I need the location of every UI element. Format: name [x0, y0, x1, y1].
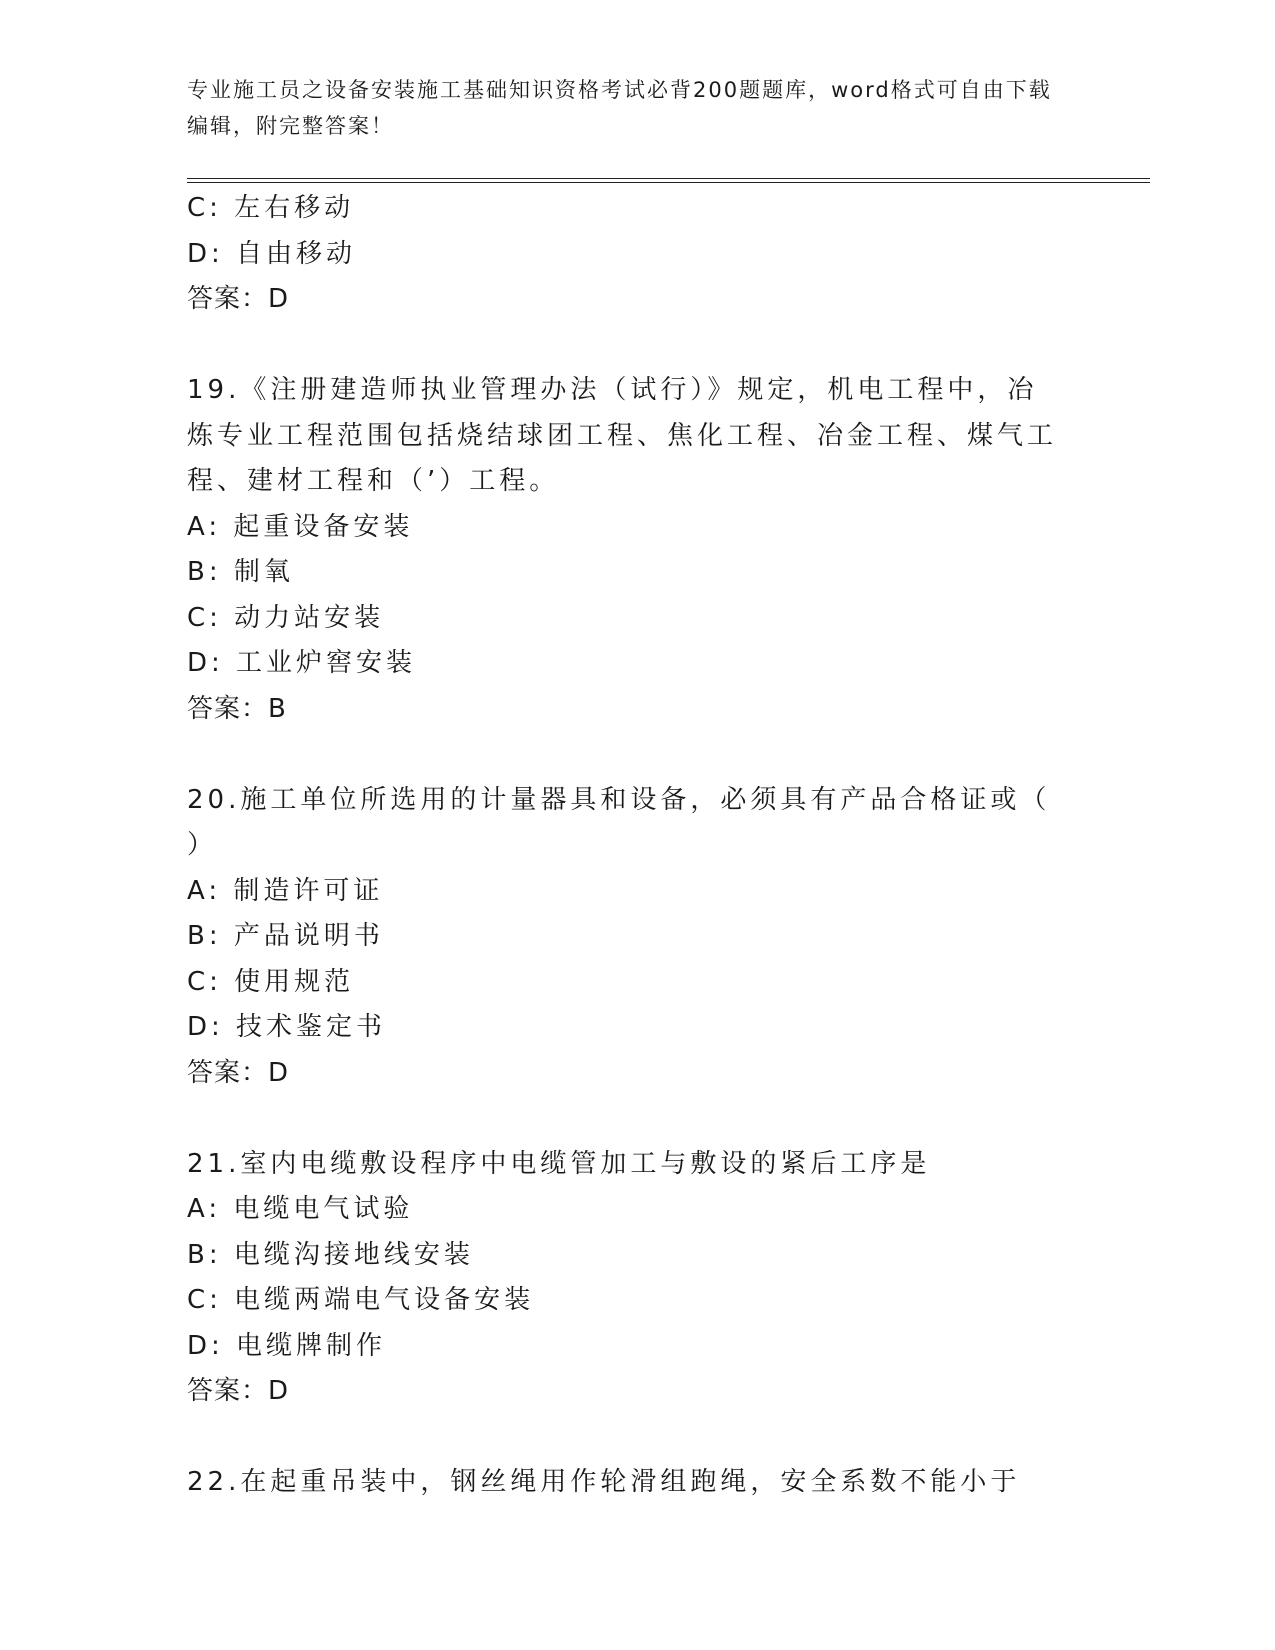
- header-divider-bottom: [187, 182, 1150, 183]
- document-body: [187, 186, 1087, 1506]
- question-text: 19.《注册建造师执业管理办法（试行）》规定，机电工程中，冶炼专业工程范围包括烧结球团工程、焦化工程、冶金工程、煤气工程、建材工程和（’）工程。: [187, 375, 1058, 496]
- option-a: A: 电缆电气试验: [187, 1194, 414, 1224]
- option-b: B: 电缆沟接地线安装: [187, 1239, 474, 1270]
- spacer: [187, 323, 1087, 369]
- option-c: C: 左右移动: [187, 193, 355, 223]
- option-c: C: 动力站安装: [187, 602, 385, 633]
- spacer: [187, 732, 1087, 778]
- option-c: C: 电缆两端电气设备安装: [187, 1285, 535, 1315]
- question-21: [187, 1142, 1087, 1415]
- answer-line: 答案：B: [187, 693, 287, 724]
- answer-line: 答案：D: [187, 1376, 290, 1406]
- option-b: B: 制氧: [187, 557, 294, 587]
- option-d: D: 技术鉴定书: [187, 1012, 387, 1042]
- option-a: A: 起重设备安装: [187, 511, 414, 542]
- spacer: [187, 1415, 1087, 1461]
- question-18-continuation: [187, 186, 1087, 323]
- option-c: C: 使用规范: [187, 966, 355, 997]
- question-20: [187, 778, 1087, 1097]
- question-22: [187, 1460, 1087, 1506]
- header-divider-top: [187, 178, 1150, 179]
- question-text: 21.室内电缆敷设程序中电缆管加工与敷设的紧后工序是: [187, 1148, 931, 1179]
- option-b: B: 产品说明书: [187, 921, 384, 951]
- option-a: A: 制造许可证: [187, 875, 384, 906]
- document-header: 专业施工员之设备安装施工基础知识资格考试必背200题题库，word格式可自由下载编辑，附完整答案！: [187, 78, 1052, 138]
- option-d: D: 电缆牌制作: [187, 1330, 387, 1361]
- question-19: [187, 368, 1087, 732]
- answer-line: 答案：D: [187, 1057, 290, 1088]
- question-text: 20.施工单位所选用的计量器具和设备，必须具有产品合格证或（ ）: [187, 784, 1051, 860]
- option-d: D: 自由移动: [187, 238, 357, 269]
- spacer: [187, 1096, 1087, 1142]
- option-d: D: 工业炉窖安装: [187, 648, 417, 678]
- question-text: 22.在起重吊装中，钢丝绳用作轮滑组跑绳，安全系数不能小于: [187, 1467, 1021, 1497]
- answer-line: 答案：D: [187, 284, 290, 314]
